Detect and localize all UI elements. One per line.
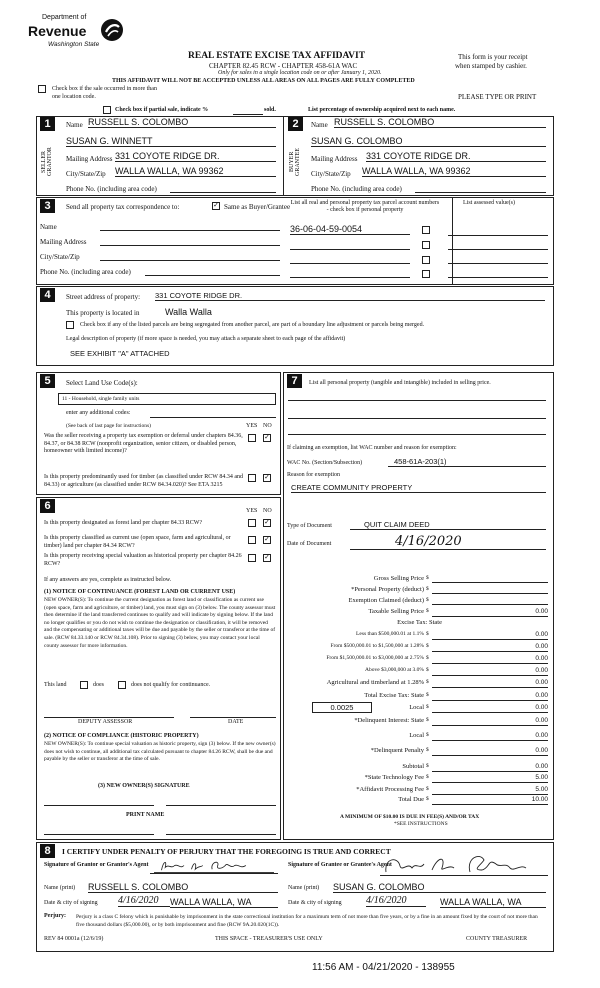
tax-row-dollar: $ bbox=[426, 717, 429, 723]
s3-phone-label: Phone No. (including area code) bbox=[40, 268, 131, 276]
partial-sale-label: Check box if partial sale, indicate % bbox=[115, 107, 209, 113]
tax-row-dollar: $ bbox=[426, 763, 429, 769]
tax-row-label: *Personal Property (deduct) bbox=[351, 586, 424, 593]
additional-codes-label: enter any additional codes: bbox=[66, 410, 131, 416]
tax-row-value: 0.00 bbox=[432, 655, 548, 664]
tax-row-label: From $500,000.01 to $1,500,000 at 1.28% bbox=[330, 643, 424, 649]
s5-no: NO bbox=[263, 423, 272, 429]
doc-type-label: Type of Document bbox=[287, 523, 332, 529]
form-warning: THIS AFFIDAVIT WILL NOT BE ACCEPTED UNLESS ALL AREAS ON ALL PAGES ARE FULLY COMPLETED bbox=[112, 78, 415, 84]
tax-row-label: Less than $500,000.01 at 1.1% bbox=[356, 631, 424, 637]
parcel-2-line bbox=[290, 249, 410, 250]
notice1-title: (1) NOTICE OF CONTINUANCE (FOREST LAND OR CURRENT USE) bbox=[44, 589, 236, 595]
parcel-1-personal-checkbox[interactable] bbox=[422, 226, 430, 234]
s6-q2-yes-checkbox[interactable] bbox=[248, 536, 256, 544]
personal-line-2 bbox=[288, 418, 546, 419]
tax-row-value: 0.00 bbox=[432, 643, 548, 652]
form-title: REAL ESTATE EXCISE TAX AFFIDAVIT bbox=[188, 51, 366, 61]
buyer-side-label: BUYER GRANTEE bbox=[289, 148, 301, 176]
tax-row-label: Subtotal bbox=[402, 763, 424, 770]
tax-row-label: *Delinquent Interest: State bbox=[354, 717, 424, 724]
receipt-note-2: when stamped by cashier. bbox=[455, 62, 527, 70]
located-label: This property is located in bbox=[66, 309, 140, 317]
s6-q3-no-checkbox[interactable]: ✓ bbox=[264, 554, 270, 561]
seller-city: WALLA WALLA, WA 99362 bbox=[115, 166, 276, 177]
receipt-note-1: This form is your receipt bbox=[458, 53, 528, 61]
grantor-sig-label: Signature of Grantor or Grantor's Agent bbox=[44, 862, 149, 868]
s6-q1-no-checkbox[interactable]: ✓ bbox=[264, 519, 270, 526]
tax-row-value: 10.00 bbox=[432, 796, 548, 805]
s5-q2: Is this property predominantly used for timber (as classified under RCW 84.34 and 84.33) or agriculture (as classified under RCW 84.34.020)? See ETA 3215 bbox=[44, 474, 244, 488]
segregated-checkbox[interactable] bbox=[66, 321, 74, 329]
s5-yes: YES bbox=[246, 423, 258, 429]
tax-row-value: 5.00 bbox=[432, 774, 548, 783]
s6-no: NO bbox=[263, 508, 272, 514]
seller-side-label: SELLER GRANTOR bbox=[41, 147, 53, 177]
grantor-date: 4/16/2020 bbox=[118, 895, 170, 907]
does-checkbox[interactable] bbox=[80, 681, 88, 689]
tax-row-value: 0.00 bbox=[432, 732, 548, 741]
tax-row-label: Above $3,000,000 at 3.0% bbox=[365, 667, 424, 673]
section-4-number: 4 bbox=[40, 288, 55, 302]
tax-row-value: 0.00 bbox=[432, 608, 548, 617]
new-owner-sig-line-2 bbox=[166, 805, 276, 806]
new-owner-sig-line-1 bbox=[44, 805, 154, 806]
tax-row-value: 0.00 bbox=[432, 679, 548, 688]
seller-city-label: City/State/Zip bbox=[66, 170, 106, 178]
tax-row-value: 0.00 bbox=[432, 717, 548, 726]
revenue-logo-icon bbox=[100, 18, 124, 42]
tax-row-value: 0.00 bbox=[432, 631, 548, 640]
see-instructions-note: *SEE INSTRUCTIONS bbox=[394, 821, 448, 827]
form-chapter: CHAPTER 82.45 RCW - CHAPTER 458-61A WAC bbox=[209, 62, 358, 70]
s3-city-label: City/State/Zip bbox=[40, 253, 80, 261]
tax-row-label: Exemption Claimed (deduct) bbox=[348, 597, 424, 604]
s6-yes: YES bbox=[246, 508, 258, 514]
grantor-city: WALLA WALLA, WA bbox=[170, 897, 278, 908]
tax-row-value: 5.00 bbox=[432, 786, 548, 795]
form-only-for: Only for sales in a single location code on or after January 1, 2020. bbox=[218, 70, 382, 76]
seller-mailing-label: Mailing Address bbox=[66, 155, 113, 163]
see-back-label: (See back of last page for instructions) bbox=[66, 423, 151, 429]
grantee-date: 4/16/2020 bbox=[366, 895, 426, 907]
buyer-mailing: 331 COYOTE RIDGE DR. bbox=[366, 151, 546, 162]
tax-row-label: Local bbox=[409, 732, 424, 739]
s6-if-yes: If any answers are yes, complete as instructed below. bbox=[44, 577, 172, 583]
tax-row-dollar: $ bbox=[426, 679, 429, 685]
personal-line-1 bbox=[288, 400, 546, 401]
type-or-print: PLEASE TYPE OR PRINT bbox=[458, 93, 537, 101]
seller-phone-line bbox=[170, 192, 276, 193]
parcel-4-line bbox=[290, 277, 410, 278]
ownership-label: List percentage of ownership acquired next to each name. bbox=[308, 107, 456, 113]
agency-line2: Revenue bbox=[28, 23, 87, 39]
wac-value: 458-61A-203(1) bbox=[388, 457, 546, 467]
tax-row-label: *Delinquent Penalty bbox=[370, 747, 424, 754]
seller-name1: RUSSELL S. COLOMBO bbox=[88, 117, 276, 128]
tax-row-label: *State Technology Fee bbox=[364, 774, 424, 781]
assessed-1-line bbox=[448, 235, 548, 236]
perjury-label: Perjury: bbox=[44, 913, 66, 919]
seller-name-label: Name bbox=[66, 121, 83, 129]
s3-mailing-label: Mailing Address bbox=[40, 238, 87, 246]
agency-line3: Washington State bbox=[48, 41, 100, 48]
tax-row-label: Agricultural and timberland at 1.28% bbox=[326, 679, 424, 686]
buyer-phone-line bbox=[415, 192, 546, 193]
tax-row-label: Total Due bbox=[398, 796, 424, 803]
seller-phone-label: Phone No. (including area code) bbox=[66, 185, 157, 193]
tax-row-value: 0.00 bbox=[432, 763, 548, 772]
grantee-name: SUSAN G. COLOMBO bbox=[333, 882, 546, 893]
tax-row-dollar: $ bbox=[426, 643, 429, 649]
s6-q1: Is this property designated as forest land per chapter 84.33 RCW? bbox=[44, 520, 203, 526]
parcel-2-personal-checkbox[interactable] bbox=[422, 241, 430, 249]
notice2-body: NEW OWNER(S): To continue special valuation as historic property, sign (3) below. If the new owner(s) does not wish to continue, all additional tax calculated pursuant to chapter 84.26 RCW, shall be due and payable by the seller or transferor at the time of sale. bbox=[44, 741, 276, 763]
doc-type-value: QUIT CLAIM DEED bbox=[350, 520, 546, 530]
reason-label: Reason for exemption bbox=[287, 472, 340, 478]
grantor-date-label: Date & city of signing bbox=[44, 900, 98, 906]
parcel-4-personal-checkbox[interactable] bbox=[422, 270, 430, 278]
tax-row-dollar: $ bbox=[426, 774, 429, 780]
tax-row-value bbox=[432, 586, 548, 594]
section-5-number: 5 bbox=[40, 374, 55, 388]
grantee-date-label: Date & city of signing bbox=[288, 900, 342, 906]
grantee-city: WALLA WALLA, WA bbox=[440, 897, 546, 908]
grantee-sig-label: Signature of Grantee or Grantee's Agent bbox=[288, 862, 392, 868]
parcel-3-personal-checkbox[interactable] bbox=[422, 256, 430, 264]
located-value: Walla Walla bbox=[165, 307, 212, 317]
exemption-label: If claiming an exemption, list WAC number and reason for exemption: bbox=[287, 445, 457, 451]
tax-row-label: From $1,500,000.01 to $3,000,000 at 2.75% bbox=[326, 655, 424, 661]
does-not-label: does not qualify for continuance. bbox=[131, 682, 211, 688]
s3-phone-line bbox=[145, 275, 280, 276]
grantor-signature bbox=[150, 858, 278, 874]
certify-statement: I CERTIFY UNDER PENALTY OF PERJURY THAT THE FOREGOING IS TRUE AND CORRECT bbox=[62, 847, 391, 856]
buyer-name2: SUSAN G. COLOMBO bbox=[311, 136, 546, 147]
tax-row-value: 0.00 bbox=[432, 692, 548, 701]
tax-row-label: *Affidavit Processing Fee bbox=[356, 786, 424, 793]
personal-line-3 bbox=[288, 434, 546, 435]
deputy-label: DEPUTY ASSESSOR bbox=[78, 719, 133, 725]
does-label: does bbox=[93, 682, 104, 688]
seller-name2: SUSAN G. WINNETT bbox=[66, 136, 276, 147]
tax-row-dollar: $ bbox=[426, 747, 429, 753]
tax-calc-table bbox=[286, 575, 552, 825]
buyer-mailing-label: Mailing Address bbox=[311, 155, 358, 163]
section-8-number: 8 bbox=[40, 844, 55, 858]
buyer-city: WALLA WALLA, WA 99362 bbox=[362, 166, 546, 177]
s6-q2-no-checkbox[interactable]: ✓ bbox=[264, 536, 270, 543]
assessed-header: List assessed value(s) bbox=[463, 200, 515, 206]
land-use-label: Select Land Use Code(s): bbox=[66, 379, 138, 387]
does-not-checkbox[interactable] bbox=[118, 681, 126, 689]
deputy-line bbox=[44, 717, 174, 718]
parcel-header: List all real and personal property tax parcel account numbers - check box if personal property bbox=[290, 200, 440, 213]
treasurer-space: THIS SPACE - TREASURER'S USE ONLY bbox=[215, 936, 323, 942]
assessed-2-line bbox=[448, 249, 548, 250]
additional-codes-line bbox=[150, 417, 276, 418]
tax-row-value bbox=[432, 597, 548, 605]
doc-date-value: 4/16/2020 bbox=[350, 534, 546, 550]
s5-q2-yes-checkbox[interactable] bbox=[248, 474, 256, 482]
tax-row-dollar: $ bbox=[426, 796, 429, 802]
same-as-buyer-checkbox[interactable]: ✓ bbox=[213, 202, 219, 209]
s3-name-label: Name bbox=[40, 223, 57, 231]
tax-row-dollar: $ bbox=[426, 655, 429, 661]
buyer-name-label: Name bbox=[311, 121, 328, 129]
tax-row-label: Total Excise Tax: State bbox=[364, 692, 424, 699]
tax-row-dollar: $ bbox=[426, 608, 429, 614]
assessed-4-line bbox=[448, 277, 548, 278]
same-as-buyer-label: Same as Buyer/Grantee bbox=[224, 203, 291, 211]
assessed-3-line bbox=[448, 263, 548, 264]
this-land-label: This land bbox=[44, 682, 67, 688]
assessed-divider bbox=[452, 197, 453, 285]
tax-row-dollar: $ bbox=[426, 597, 429, 603]
s3-city-line bbox=[100, 260, 280, 261]
form-revision: REV 84 0001a (12/6/19) bbox=[44, 936, 104, 942]
print-name-label: PRINT NAME bbox=[126, 812, 165, 818]
s6-q3: Is this property receiving special valuation as historical property per chapter 84.26 RCW? bbox=[44, 553, 242, 567]
tax-row-dollar: $ bbox=[426, 631, 429, 637]
personal-property-label: List all personal property (tangible and intangible) included in selling price. bbox=[309, 380, 491, 386]
buyer-name1: RUSSELL S. COLOMBO bbox=[334, 117, 546, 128]
tax-row-dollar: $ bbox=[426, 704, 429, 710]
tax-row-label: Excise Tax: State bbox=[397, 619, 442, 626]
print-name-line-1 bbox=[44, 834, 154, 835]
tax-row-dollar: $ bbox=[426, 732, 429, 738]
segregated-label: Check box if any of the listed parcels are being segregated from another parcel, are part of a boundary line adjustment or parcels being merged. bbox=[80, 322, 425, 328]
minimum-due-note: A MINIMUM OF $10.00 IS DUE IN FEE(S) AND/OR TAX bbox=[340, 814, 480, 820]
tax-row-value: 0.00 bbox=[432, 747, 548, 756]
buyer-phone-label: Phone No. (including area code) bbox=[311, 185, 402, 193]
partial-sale-checkbox[interactable] bbox=[103, 106, 111, 114]
s3-name-line bbox=[100, 230, 280, 231]
tax-row-label: Taxable Selling Price bbox=[368, 608, 424, 615]
print-name-line-2 bbox=[166, 834, 276, 835]
grantor-name-label: Name (print) bbox=[44, 885, 76, 891]
land-use-select[interactable]: 11 - Household, single family units bbox=[58, 393, 276, 405]
tax-row-value: 0.00 bbox=[432, 704, 548, 713]
grantee-signature bbox=[380, 852, 548, 876]
parties-divider bbox=[283, 116, 284, 196]
section-2-number: 2 bbox=[288, 117, 303, 131]
sold-label: sold. bbox=[264, 107, 276, 113]
legal-label: Legal description of property (if more space is needed, you may attach a separate sheet to each page of the affidavit) bbox=[66, 336, 346, 342]
s5-q1: Was the seller receiving a property tax exemption or deferral under chapters 84.36, 84.37, or 84.38 RCW (nonprofit organization, senior citizen, or disabled person, homeowner with limited income)? bbox=[44, 433, 243, 454]
tax-row-value: 0.00 bbox=[432, 667, 548, 676]
perjury-text: Perjury is a class C felony which is punishable by imprisonment in the state correctional institution for a maximum term of not more than five years, or by a fine in an amount fixed by the court of not more than five thousand dollars ($5,000.00), or by both imprisonment and fine (RCW 9A.20.020(1C)). bbox=[76, 914, 538, 928]
multi-location-label: Check box if the sale occurred in more than one location code. bbox=[52, 86, 157, 100]
multi-location-checkbox[interactable] bbox=[38, 85, 46, 93]
tax-row-dollar: $ bbox=[426, 667, 429, 673]
local-rate-box: 0.0025 bbox=[312, 702, 372, 713]
s6-q2: Is this property classified as current use (open space, farm and agricultural, or timber) land per chapter 84.34 RCW? bbox=[44, 535, 231, 549]
s3-mailing-line bbox=[100, 245, 280, 246]
new-owner-sig-label: (3) NEW OWNER(S) SIGNATURE bbox=[98, 783, 190, 789]
tax-row-dollar: $ bbox=[426, 575, 429, 581]
tax-row-label: Local bbox=[409, 704, 424, 711]
notice2-title: (2) NOTICE OF COMPLIANCE (HISTORIC PROPERTY) bbox=[44, 733, 199, 739]
s5-q2-no-checkbox[interactable]: ✓ bbox=[264, 474, 270, 481]
partial-percent-line bbox=[233, 114, 263, 115]
tax-row-label: Gross Selling Price bbox=[373, 575, 424, 582]
section-6-number: 6 bbox=[40, 499, 55, 513]
s6-q1-yes-checkbox[interactable] bbox=[248, 519, 256, 527]
grantor-name: RUSSELL S. COLOMBO bbox=[88, 882, 278, 893]
section-3-number: 3 bbox=[40, 199, 55, 213]
parcel-3-line bbox=[290, 263, 410, 264]
tax-row-value bbox=[432, 575, 548, 583]
recording-stamp: 11:56 AM - 04/21/2020 - 138955 bbox=[312, 962, 455, 973]
legal-value: SEE EXHIBIT "A" ATTACHED bbox=[70, 349, 170, 358]
reason-value: CREATE COMMUNITY PROPERTY bbox=[291, 483, 546, 493]
buyer-city-label: City/State/Zip bbox=[311, 170, 351, 178]
agency-line1: Department of bbox=[42, 14, 87, 21]
agency-logo bbox=[22, 12, 132, 57]
tax-row-dollar: $ bbox=[426, 786, 429, 792]
deputy-date-label: DATE bbox=[228, 719, 244, 725]
street-label: Street address of property: bbox=[66, 293, 141, 301]
street-value: 331 COYOTE RIDGE DR. bbox=[155, 291, 545, 301]
doc-date-label: Date of Document bbox=[287, 541, 332, 547]
s6-q3-yes-checkbox[interactable] bbox=[248, 554, 256, 562]
s5-q1-yes-checkbox[interactable] bbox=[248, 434, 256, 442]
section-7-number: 7 bbox=[287, 374, 302, 388]
county-treasurer: COUNTY TREASURER bbox=[466, 936, 528, 942]
grantee-name-label: Name (print) bbox=[288, 885, 320, 891]
tax-row-dollar: $ bbox=[426, 586, 429, 592]
s5-q1-no-checkbox[interactable]: ✓ bbox=[264, 434, 270, 441]
parcel-1: 36-06-04-59-0054 bbox=[290, 224, 410, 235]
send-correspondence-label: Send all property tax correspondence to: bbox=[66, 203, 180, 211]
notice1-body: NEW OWNER(S): To continue the current designation as forest land or classification as current use (open space, farm and agriculture, or timber) land, you must sign on (3) below. The county assessor must then determine if the land transferred continues to qualify and will indicate by signing below. If the land no longer qualifies or you do not wish to continue the designation or classification, it will be removed and the compensating or additional taxes will be due and payable by the seller or transferor at the time of sale. (RCW 84.33.140 or RCW 84.34.108). Prior to signing (3) below, you may contact your local county assessor for more information. bbox=[44, 597, 276, 649]
wac-label: WAC No. (Section/Subsection) bbox=[287, 460, 363, 466]
tax-row-dollar: $ bbox=[426, 692, 429, 698]
seller-mailing: 331 COYOTE RIDGE DR. bbox=[115, 151, 276, 162]
section-1-number: 1 bbox=[40, 117, 55, 131]
